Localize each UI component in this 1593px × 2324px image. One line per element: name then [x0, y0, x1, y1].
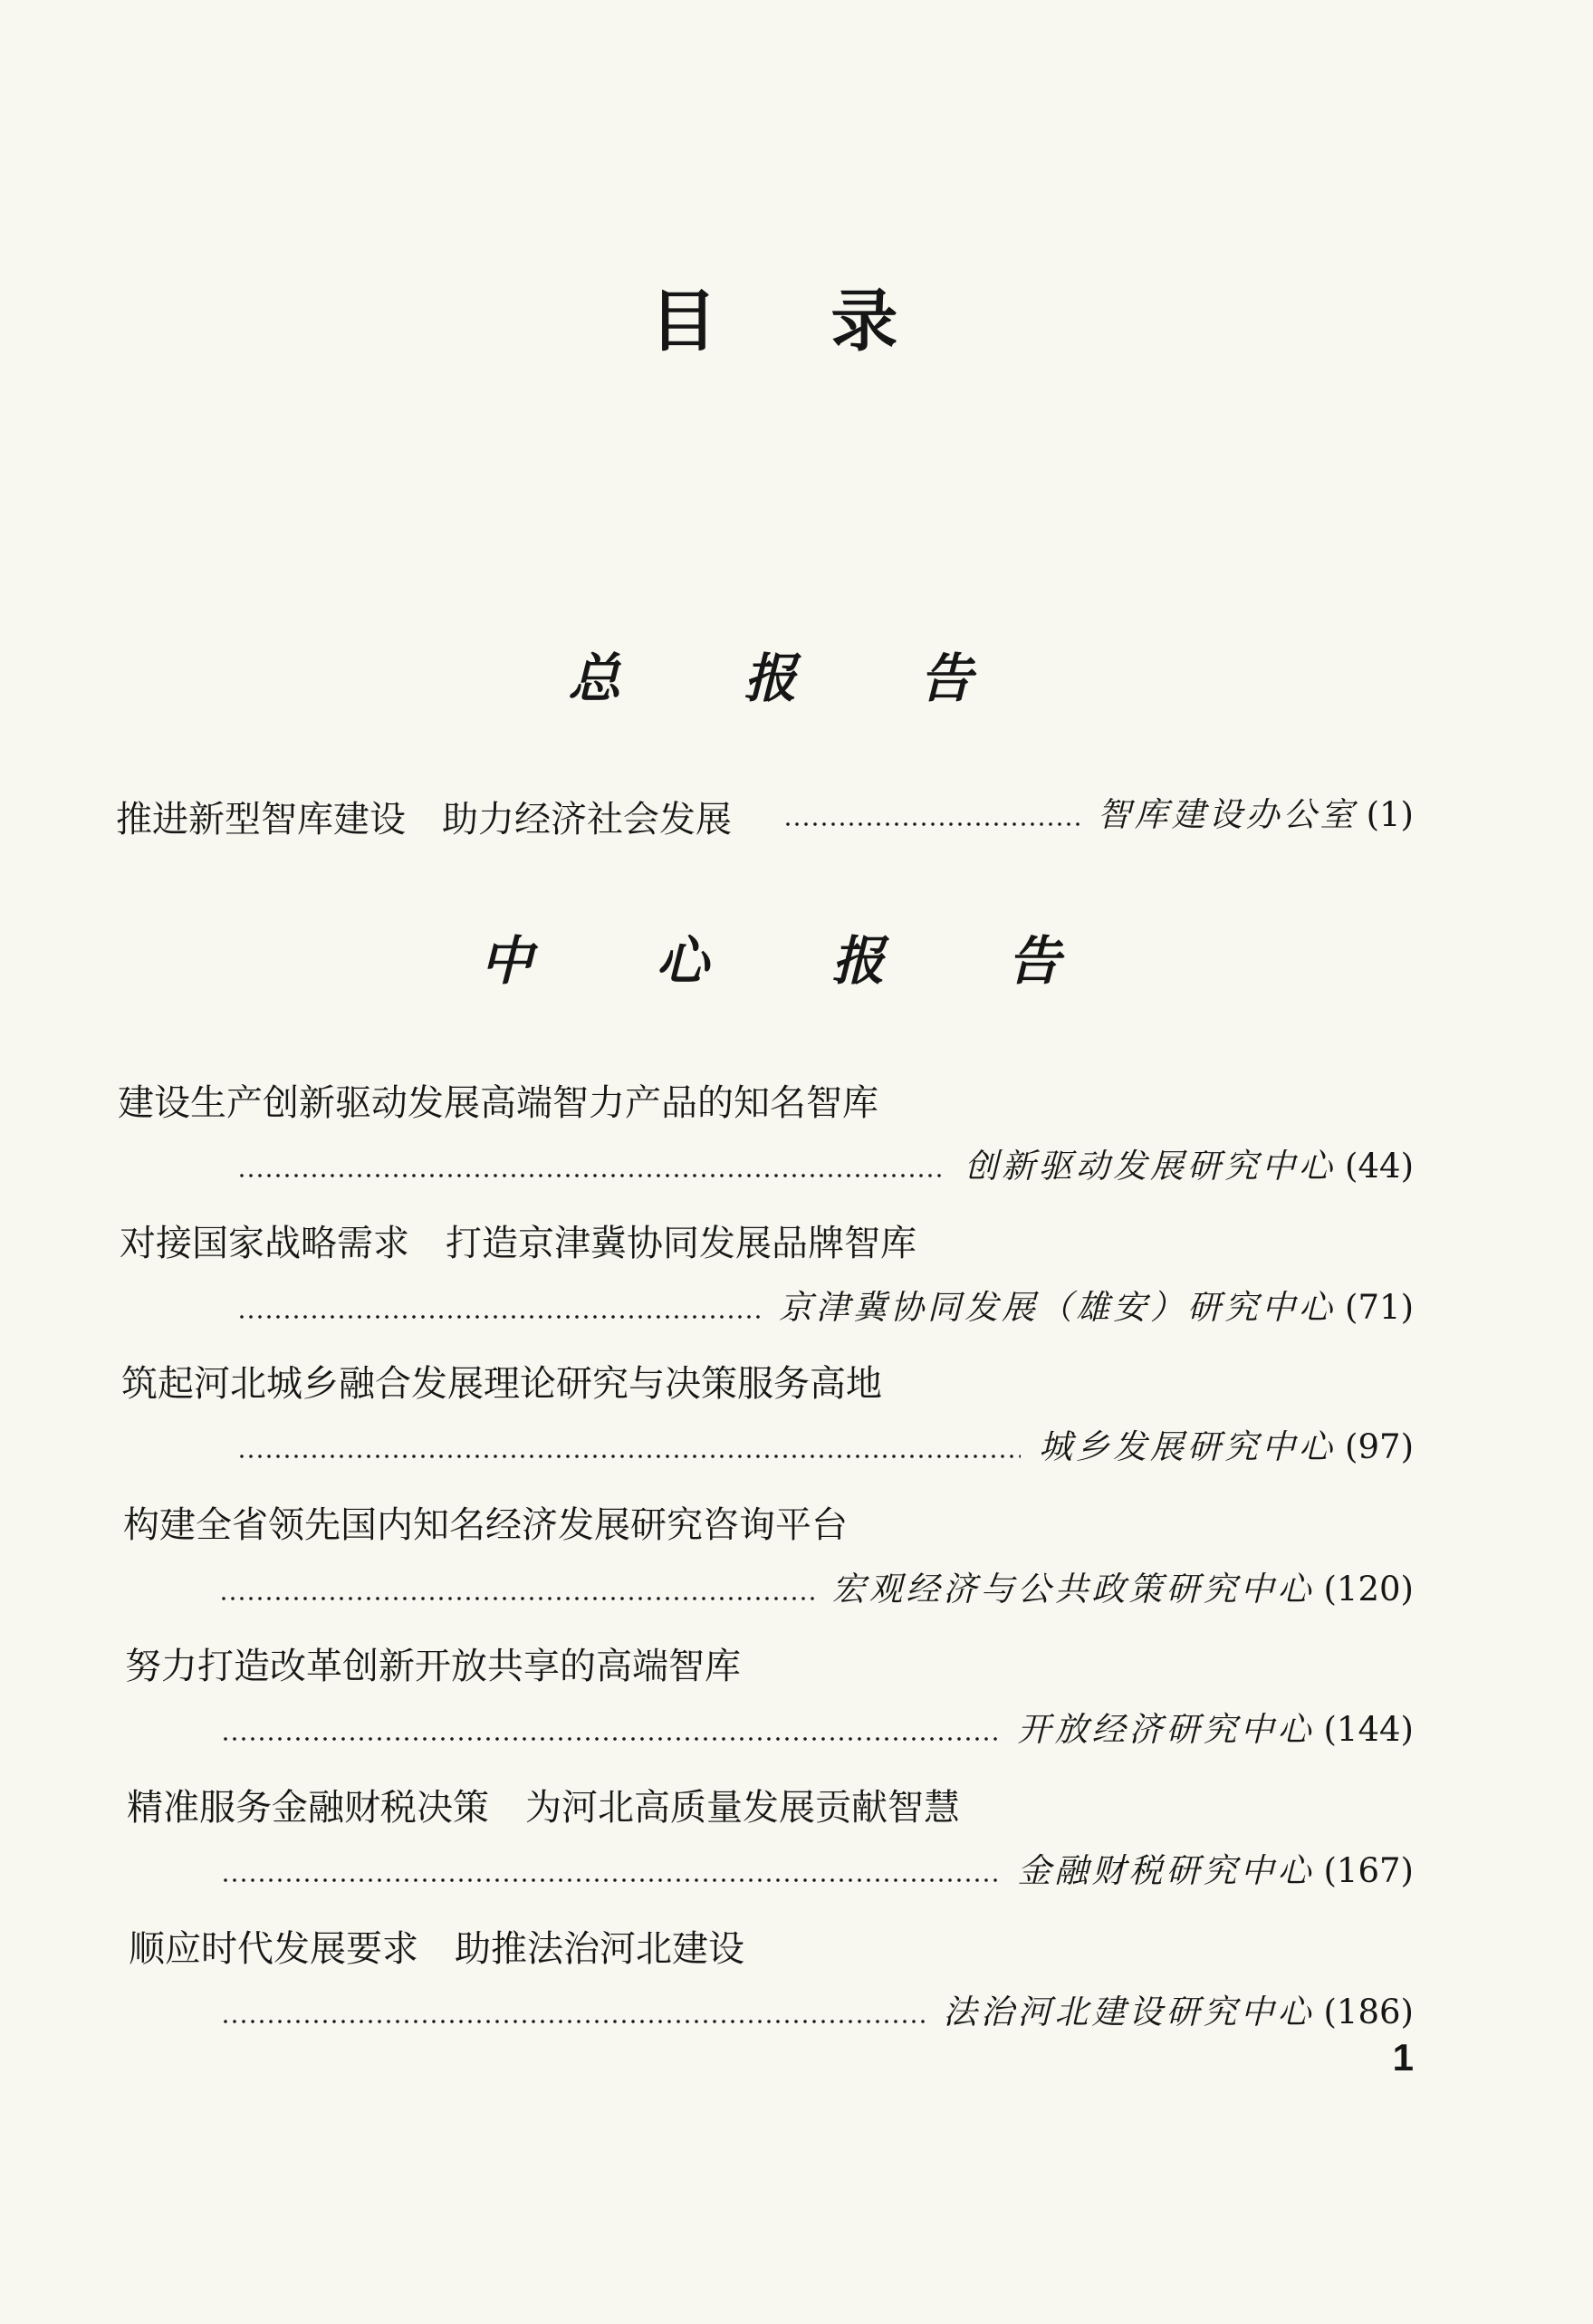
dot-leader — [221, 1878, 1000, 1882]
toc-entry-page[interactable]: (1) — [1366, 795, 1414, 834]
dot-leader — [237, 1315, 761, 1319]
toc-entry-title[interactable]: 推进新型智库建设 助力经济社会发展 — [116, 799, 732, 840]
toc-entry-leader — [237, 1143, 1414, 1186]
toc-entry-author: 法治河北建设研究中心 — [943, 1993, 1315, 2031]
toc-entry-leader — [219, 1566, 1414, 1609]
toc-entry-page[interactable]: (97) — [1345, 1427, 1414, 1466]
toc-entry-title[interactable]: 对接国家战略需求 打造京津冀协同发展品牌智库 — [120, 1223, 916, 1264]
toc-entry-page[interactable]: (167) — [1323, 1851, 1414, 1890]
toc-entry-title[interactable]: 顺应时代发展要求 助推法治河北建设 — [129, 1928, 744, 1970]
toc-entry-leader — [783, 792, 1414, 834]
dot-leader — [237, 1174, 946, 1177]
toc-entry-author: 创新驱动发展研究中心 — [964, 1147, 1337, 1186]
toc-entry-page[interactable]: (144) — [1323, 1710, 1414, 1749]
toc-entry-title[interactable]: 构建全省领先国内知名经济发展研究咨询平台 — [123, 1504, 848, 1546]
toc-entry-title[interactable]: 精准服务金融财税决策 为河北高质量发展贡献智慧 — [127, 1787, 960, 1829]
dot-leader — [219, 1597, 814, 1600]
toc-entry-page[interactable]: (44) — [1345, 1147, 1414, 1186]
toc-entry-author: 城乡发展研究中心 — [1039, 1427, 1337, 1466]
page-number: 1 — [1392, 2036, 1414, 2079]
dot-leader — [783, 822, 1080, 826]
dot-leader — [237, 1455, 1021, 1458]
dot-leader — [221, 2020, 926, 2023]
page-title: 目 录 — [649, 283, 944, 360]
toc-entry-title[interactable]: 建设生产创新驱动发展高端智力产品的知名智库 — [118, 1082, 878, 1124]
dot-leader — [221, 1737, 1000, 1741]
toc-entry-page[interactable]: (186) — [1323, 1993, 1414, 2031]
toc-entry-author: 金融财税研究中心 — [1017, 1851, 1315, 1890]
toc-entry-page[interactable]: (71) — [1345, 1288, 1414, 1327]
toc-entry-leader — [237, 1284, 1414, 1327]
toc-entry-title[interactable]: 筑起河北城乡融合发展理论研究与决策服务高地 — [121, 1363, 882, 1405]
section-heading-centers: 中 心 报 告 — [480, 930, 1113, 992]
toc-entry-leader — [221, 1848, 1414, 1890]
toc-entry-leader — [237, 1424, 1414, 1464]
toc-entry-author: 京津冀协同发展（雄安）研究中心 — [779, 1288, 1337, 1327]
toc-entry-leader — [221, 1706, 1414, 1749]
section-heading-general: 总 报 告 — [568, 648, 1025, 709]
toc-entry-leader — [221, 1989, 1414, 2029]
toc-entry-author: 宏观经济与公共政策研究中心 — [831, 1570, 1315, 1609]
toc-entry-author: 开放经济研究中心 — [1017, 1710, 1315, 1749]
toc-entry-title[interactable]: 努力打造改革创新开放共享的高端智库 — [125, 1646, 741, 1687]
toc-entry-author: 智库建设办公室 — [1097, 795, 1358, 834]
toc-entry-page[interactable]: (120) — [1323, 1570, 1414, 1609]
